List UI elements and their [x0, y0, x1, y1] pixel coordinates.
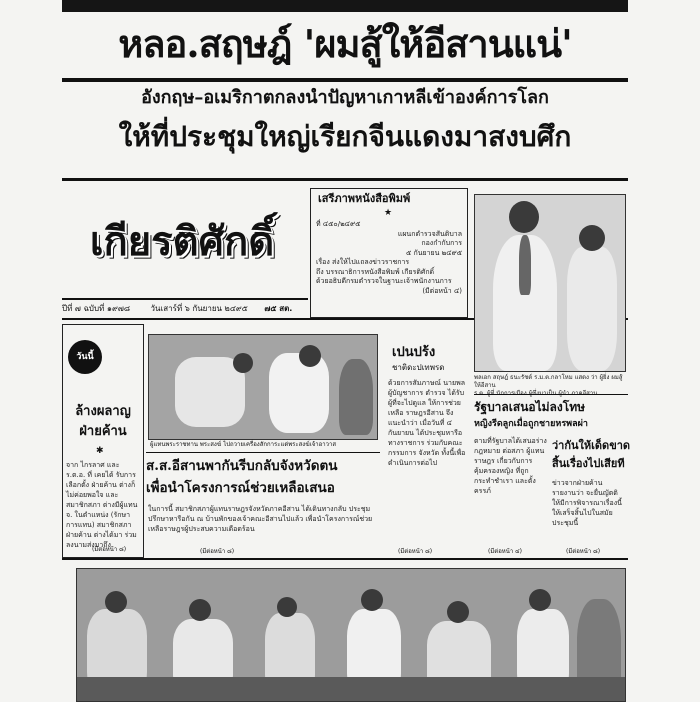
issue-number: ปีที่ ๗ ฉบับที่ ๑๙๗๘	[62, 304, 130, 313]
sidebar-body: จาก ไกรลาศ และ ร.ต.อ. ที่ เคยได้ รับการเลือกตั้ง ฝ่ายค้าน ต่างก็ไม่ค่อยพอใจ และ สมาชิกสภา ต่างมีผู้แทน จ. ในตำแหน่ง (รักษาการแทน) สมาชิกสภาฝ่ายค้าน ต่างได้มา ร่วมลงนามส่งมาถึง	[66, 461, 138, 549]
right-article-a: ตามที่รัฐบาลได้เสนอร่างกฎหมาย ต่อสภา ผู้แทนราษฎร เกี่ยวกับการคุ้มครองหญิง ที่ถูกกระทำชำเรา และตั้งครรภ์	[474, 437, 547, 495]
subhead-rule	[62, 178, 628, 181]
right-article-a-more: (มีต่อหน้า ๔)	[488, 548, 523, 555]
press-box-body: ที่ ๔๕๐/๒๔๙๕ แผนกตำรวจสันติบาล กองกำกับการ ๕ กันยายน ๒๔๙๕ เรื่อง ส่งให้ไปแถลงข่าวราชการ ถึง บรรณาธิการหนังสือพิมพ์ เกียรติศักดิ์ ด้วยอธิบดีกรมตำรวจในฐานะเจ้าพนักงานการ (มีต่อหน้า ๔)	[316, 220, 462, 295]
column-right-more: (มีต่อหน้า ๘)	[398, 548, 433, 555]
masthead-rule	[62, 298, 308, 300]
meeting-photo	[76, 568, 626, 702]
sidebar-heading: ล้างผลาญ ฝ่ายค้าน	[75, 404, 131, 439]
mid-headline-1: ส.ส.อีสานพากันรีบกลับจังหวัดตน	[146, 458, 338, 474]
press-box-title: เสรีภาพหนังสือพิมพ์	[318, 192, 411, 205]
column-right-sub: ชาติดะปเทพรด	[392, 363, 445, 372]
mid-article: ในการนี้ สมาชิกสภาผู้แทนราษฎรจังหวัดภาคอีสาน ได้เดินทางกลับ ประชุมปรึกษาหารือกัน ณ บ้านพักของเจ้าคณะอีสานไปแล้ว เพื่อนำโครงการณ์ช่วยเหลือราษฎรผู้ประสบความเดือดร้อน	[148, 505, 373, 533]
sidebar-more: (มีต่อหน้า ๘)	[92, 546, 127, 553]
mid-headline-2: เพื่อนำโครงการณ์ช่วยเหลือเสนอ	[146, 480, 335, 496]
subhead-1: อังกฤษ–อเมริกาตกลงนำปัญหาเกาหลีเข้าองค์การโลก	[141, 87, 549, 108]
main-headline: หลอ.สฤษฎ์ 'ผมสู้ให้อีสานแน่'	[118, 21, 572, 66]
mid-article-more: (มีต่อหน้า ๘)	[200, 548, 235, 555]
star-icon: ★	[384, 208, 393, 218]
dateline	[62, 302, 308, 316]
top-banner-cut	[62, 0, 628, 14]
right-rule	[474, 394, 628, 395]
issue-price: ๗๕ สต.	[264, 304, 293, 313]
subhead-2: ให้ที่ประชุมใหญ่เรียกจีนแดงมาสงบศึก	[118, 120, 572, 153]
right-headline-2: หญิงรีดลูกเมื่อถูกชายหรพลผ่า	[474, 419, 588, 429]
right-headline-4: สิ้นเรื่องไปเสียที	[552, 457, 625, 470]
right-headline-1: รัฐบาลเสนอไม่ลงโทษ	[474, 400, 586, 414]
ceremony-photo-caption: ผู้แทนพระราชทาน พระสงฆ์ ไปถวายเครื่องสักการะแด่พระสงฆ์เจ้าอาวาส	[150, 441, 336, 448]
sidebar-logo: วันนี้	[68, 340, 102, 374]
column-right-body: ด้วยการสัมภาษณ์ นายพล ผู้บัญชาการ ตำรวจ ได้รับ ผู้ที่จะไปดูแล ให้การช่วยเหลือ ราษฎรอีสาน จึงแนะนำว่า เมื่อวันที่ ๔ กันยายน ได้ประชุมหารือ ทางราชการ ร่วมกับคณะกรรมการ จังหวัด ทั้งนี้เพื่อ ดำเนินการต่อไป	[388, 379, 466, 467]
headline-rule	[62, 78, 628, 82]
asterisk-icon: ✱	[96, 446, 104, 456]
portrait-caption: พลเอก สฤษฎ์ ธนะรัชต์ ร.ม.ต.กลาโหม แสดง ว่า ผู้ยิ่ง ผมสู้ให้อีสาน	[474, 374, 623, 389]
center-rule	[146, 452, 380, 453]
ceremony-photo	[148, 334, 378, 440]
column-right-head: เปนปร้ง	[392, 345, 436, 360]
right-headline-3: ว่ากันให้เด็ดขาด	[552, 439, 631, 452]
issue-date: วันเสาร์ที่ ๖ กันยายน ๒๔๙๕	[150, 304, 248, 313]
portrait-photo	[474, 194, 626, 372]
bottom-rule	[62, 558, 628, 560]
right-article-b-more: (มีต่อหน้า ๘)	[566, 548, 601, 555]
masthead: เกียรติศักดิ์	[89, 218, 275, 265]
right-article-b: ข่าวจากฝ่ายค้านรายงานว่า จะยื่นญัตติ ให้มีการพิจารณาเรื่องนี้ ให้เสร็จสิ้นไปในสมัยประชุมนี้	[552, 479, 622, 527]
